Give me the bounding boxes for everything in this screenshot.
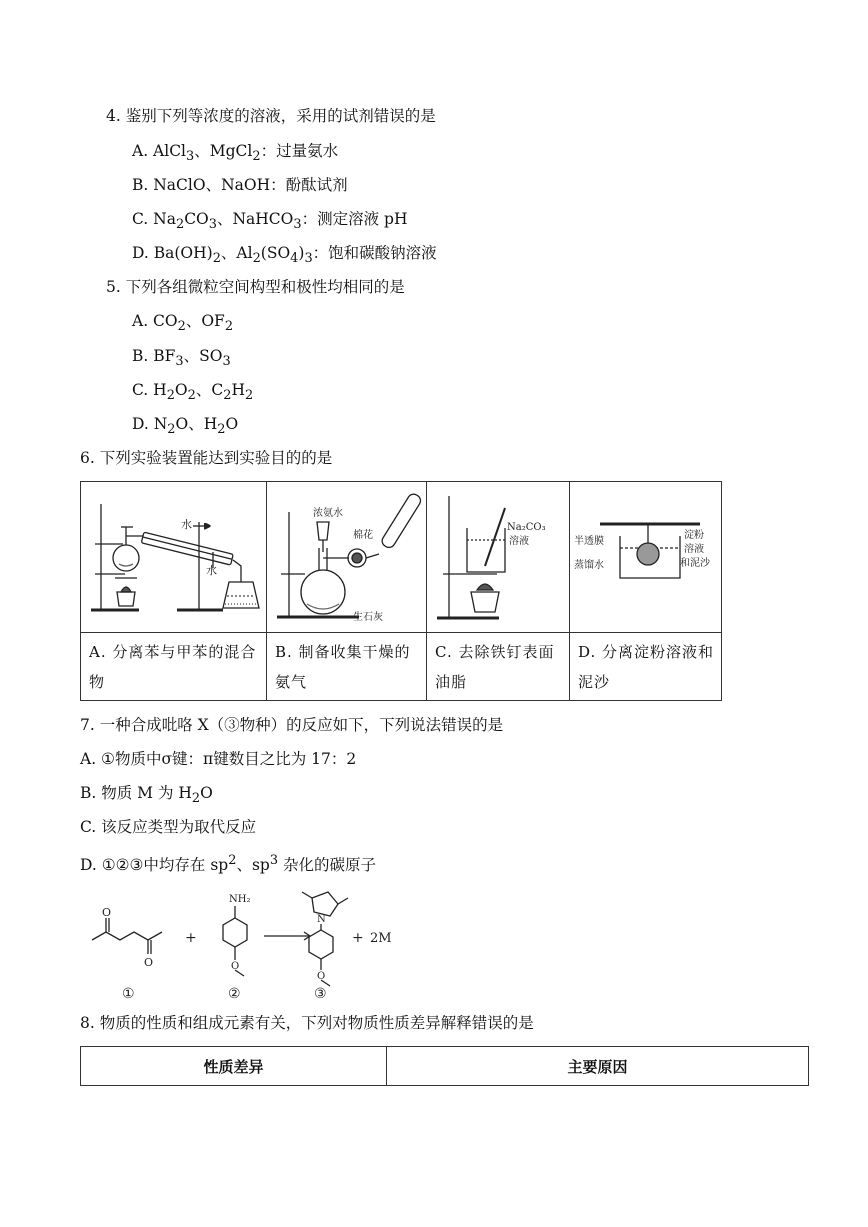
- q5-option-d: D. $N_2O$、$H_2O$: [132, 415, 239, 438]
- compound-1-label: ①: [122, 986, 135, 1002]
- plus-sign-2: +: [352, 930, 364, 946]
- distillation-apparatus-icon: [81, 482, 265, 630]
- q6-stem: 6. 下列实验装置能达到实验目的的是: [80, 449, 333, 467]
- q4-option-a: A. AlCl$_3$、MgCl$_2$：过量氨水: [132, 142, 339, 165]
- apparatus-b-cell: [267, 482, 427, 633]
- starch-label-1: 淀粉: [684, 530, 704, 541]
- apparatus-b-caption: B. 制备收集干燥的氨气: [267, 633, 427, 701]
- plus-sign-1: +: [185, 930, 197, 946]
- q5-stem: 5. 下列各组微粒空间构型和极性均相同的是: [106, 278, 405, 296]
- apparatus-a-caption: A. 分离苯与甲苯的混合物: [81, 633, 267, 701]
- water-out-label: 水: [206, 564, 217, 577]
- q7-option-d: D. ①②③中均存在 $sp^2$、$sp^3$ 杂化的碳原子: [80, 853, 376, 875]
- q7-option-c: C. 该反应类型为取代反应: [80, 818, 257, 836]
- pyrrole-product-structure-icon: [302, 892, 348, 986]
- water-in-label: 水: [181, 518, 192, 531]
- apparatus-c-cell: [427, 482, 570, 633]
- apparatus-a-cell: [81, 482, 267, 633]
- compound-2-label: ②: [228, 986, 241, 1002]
- methoxy-o-label-3: O: [317, 971, 326, 982]
- q5-option-c: C. $H_2O_2$、$C_2H_2$: [132, 381, 254, 404]
- nh2-label: NH₂: [229, 894, 251, 905]
- distilled-water-label: 蒸馏水: [574, 560, 604, 571]
- hexanedione-structure-icon: [92, 906, 162, 969]
- q7-option-b: B. 物质 M 为 $H_2O$: [80, 784, 213, 807]
- q8-header-reason: 主要原因: [387, 1047, 809, 1086]
- q4-option-b: B. NaClO、NaOH：酚酞试剂: [132, 176, 348, 194]
- ammonia-apparatus-icon: [267, 482, 425, 630]
- dialysis-apparatus-icon: [570, 482, 720, 630]
- cotton-label: 棉花: [353, 530, 373, 541]
- q5-option-a: A. $CO_2$、$OF_2$: [132, 312, 234, 335]
- ketone-o-label-1: O: [102, 906, 112, 919]
- membrane-label: 半透膜: [574, 536, 604, 547]
- starch-label-2: 溶液: [684, 544, 704, 555]
- reaction-scheme: [80, 884, 420, 1004]
- conc-ammonia-label: 浓氨水: [313, 508, 343, 519]
- q8-header-property: 性质差异: [81, 1047, 387, 1086]
- apparatus-d-caption: D. 分离淀粉溶液和泥沙: [570, 633, 722, 701]
- q7-stem: 7. 一种合成吡咯 X（③物种）的反应如下，下列说法错误的是: [80, 716, 504, 734]
- starch-label-3: 和泥沙: [680, 558, 710, 569]
- solution-label: 溶液: [509, 536, 529, 547]
- apparatus-d-cell: [570, 482, 722, 633]
- q4-option-c: C. $Na_2CO_3$、NaHCO$_3$：测定溶液 pH: [132, 210, 408, 233]
- byproduct-label: 2M: [370, 931, 392, 946]
- quicklime-label: 生石灰: [353, 612, 383, 623]
- q8-table: [80, 1046, 809, 1086]
- compound-3-label: ③: [314, 986, 327, 1002]
- methoxy-o-label-2: O: [231, 961, 240, 972]
- apparatus-c-caption: C. 去除铁钉表面油脂: [427, 633, 570, 701]
- na2co3-label: Na₂CO₃: [507, 522, 546, 533]
- ketone-o-label-2: O: [144, 956, 154, 969]
- q7-option-a: A. ①物质中σ键：π键数目之比为 17：2: [80, 750, 357, 768]
- q4-stem: 4. 鉴别下列等浓度的溶液，采用的试剂错误的是: [106, 107, 436, 125]
- q6-apparatus-table: [80, 481, 722, 701]
- heated-beaker-apparatus-icon: [427, 482, 568, 630]
- q4-option-d: D. $Ba(OH)_2$、$Al_2(SO_4)_3$：饱和碳酸钠溶液: [132, 244, 437, 267]
- q8-stem: 8. 物质的性质和组成元素有关，下列对物质性质差异解释错误的是: [80, 1014, 534, 1032]
- pyrrole-n-label: N: [317, 914, 326, 925]
- anisidine-structure-icon: [223, 894, 250, 976]
- q5-option-b: B. $BF_3$、$SO_3$: [132, 347, 231, 370]
